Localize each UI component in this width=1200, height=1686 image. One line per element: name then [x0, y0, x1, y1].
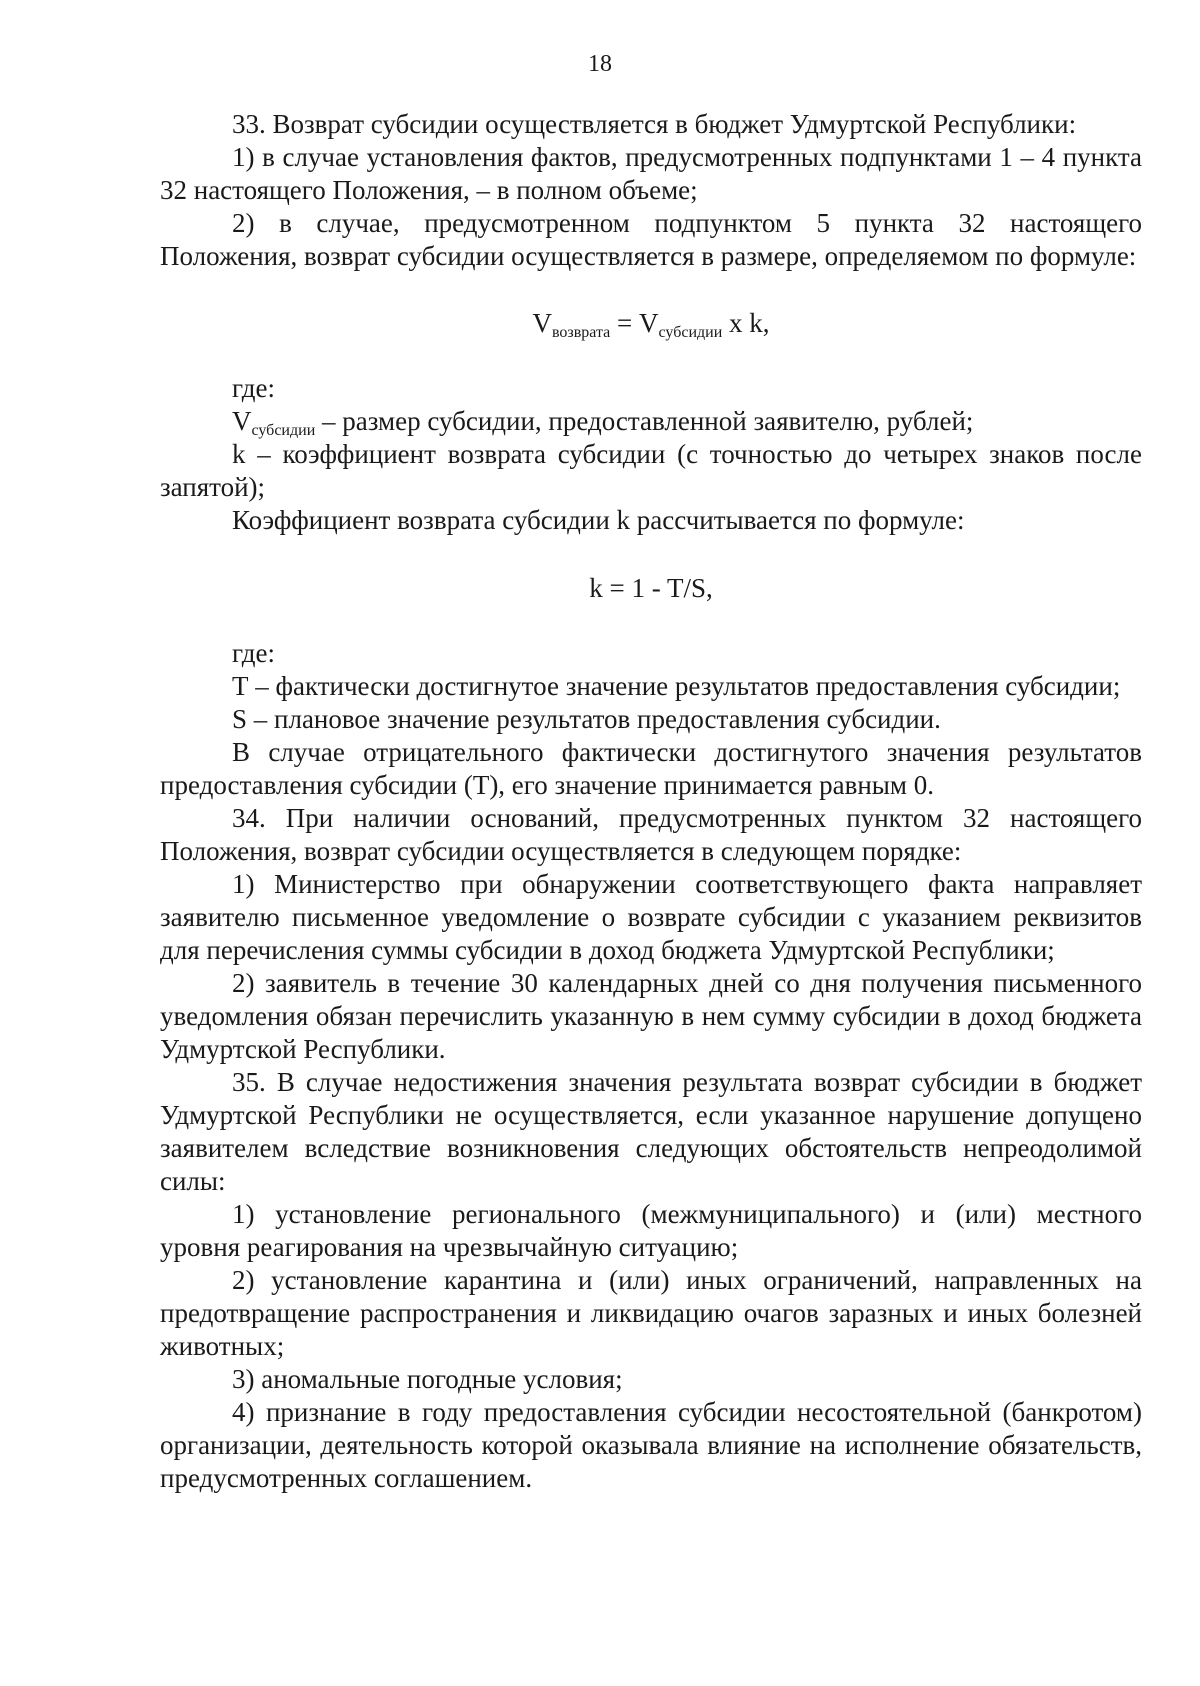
paragraph-34-1: 1) Министерство при обнаружении соответствующего факта направляет заявителю письменное уведомление о возврате субсидии с указанием реквизитов для перечисления суммы субсидии в доход бюджета Удмуртской Республики;: [160, 869, 1142, 965]
paragraph-35-2: 2) установление карантина и (или) иных ограничений, направленных на предотвращение распространения и ликвидацию очагов заразных и иных болезней животных;: [160, 1265, 1142, 1361]
formula-sub-subsidy: субсидии: [658, 324, 723, 341]
formula-equals: =: [610, 308, 640, 338]
where-label-1: где:: [232, 373, 275, 403]
where-label-2: где:: [232, 638, 275, 668]
formula-v-subsidy: V: [639, 308, 659, 338]
negative-case: В случае отрицательного фактически достигнутого значения результатов предоставления субсидии (Т), его значение принимается равным 0.: [160, 737, 1142, 800]
paragraph-35-4: 4) признание в году предоставления субсидии несостоятельной (банкротом) организации, деятельность которой оказывала влияние на исполнение обязательств, предусмотренных соглашением.: [160, 1397, 1142, 1493]
page-number: 18: [588, 51, 612, 77]
paragraph-33-1: 1) в случае установления фактов, предусмотренных подпунктами 1 – 4 пункта 32 настоящего Положения, – в полном объеме;: [160, 142, 1142, 205]
paragraph-33: 33. Возврат субсидии осуществляется в бюджет Удмуртской Республики:: [232, 109, 1077, 139]
paragraph-35-3: 3) аномальные погодные условия;: [232, 1364, 623, 1394]
def-v-text: – размер субсидии, предоставленной заявителю, рублей;: [315, 406, 974, 436]
def-v: V: [232, 406, 252, 436]
formula-k: k = 1 - T/S,: [589, 573, 713, 603]
paragraph-35: 35. В случае недостижения значения результата возврат субсидии в бюджет Удмуртской Республики не осуществляется, если указанное нарушение допущено заявителем вследствие возникновения следующих обстоятельств непреодолимой силы:: [160, 1067, 1142, 1196]
formula-sub-refund: возврата: [551, 324, 611, 341]
definition-k: k – коэффициент возврата субсидии (с точностью до четырех знаков после запятой);: [160, 439, 1142, 502]
paragraph-34: 34. При наличии оснований, предусмотренных пунктом 32 настоящего Положения, возврат субсидии осуществляется в следующем порядке:: [160, 803, 1142, 866]
paragraph-33-2: 2) в случае, предусмотренном подпунктом 5 пункта 32 настоящего Положения, возврат субсидии осуществляется в размере, определяемом по формуле:: [160, 208, 1142, 271]
definition-v-subsidy: [160, 405, 1142, 438]
formula-refund: [160, 307, 1142, 340]
document-body: [160, 108, 1142, 1495]
paragraph-34-2: 2) заявитель в течение 30 календарных дней со дня получения письменного уведомления обязан перечислить указанную в нем сумму субсидии в доход бюджета Удмуртской Республики.: [160, 968, 1142, 1064]
formula-v-refund: V: [532, 308, 552, 338]
definition-t: Т – фактически достигнутое значение результатов предоставления субсидии;: [232, 671, 1121, 701]
def-v-sub: субсидии: [251, 422, 316, 439]
paragraph-35-1: 1) установление регионального (межмуниципального) и (или) местного уровня реагирования на чрезвычайную ситуацию;: [160, 1199, 1142, 1262]
definition-s: S – плановое значение результатов предоставления субсидии.: [232, 704, 941, 734]
k-intro: Коэффициент возврата субсидии k рассчитывается по формуле:: [232, 505, 965, 535]
formula-tail: х k,: [722, 308, 770, 338]
